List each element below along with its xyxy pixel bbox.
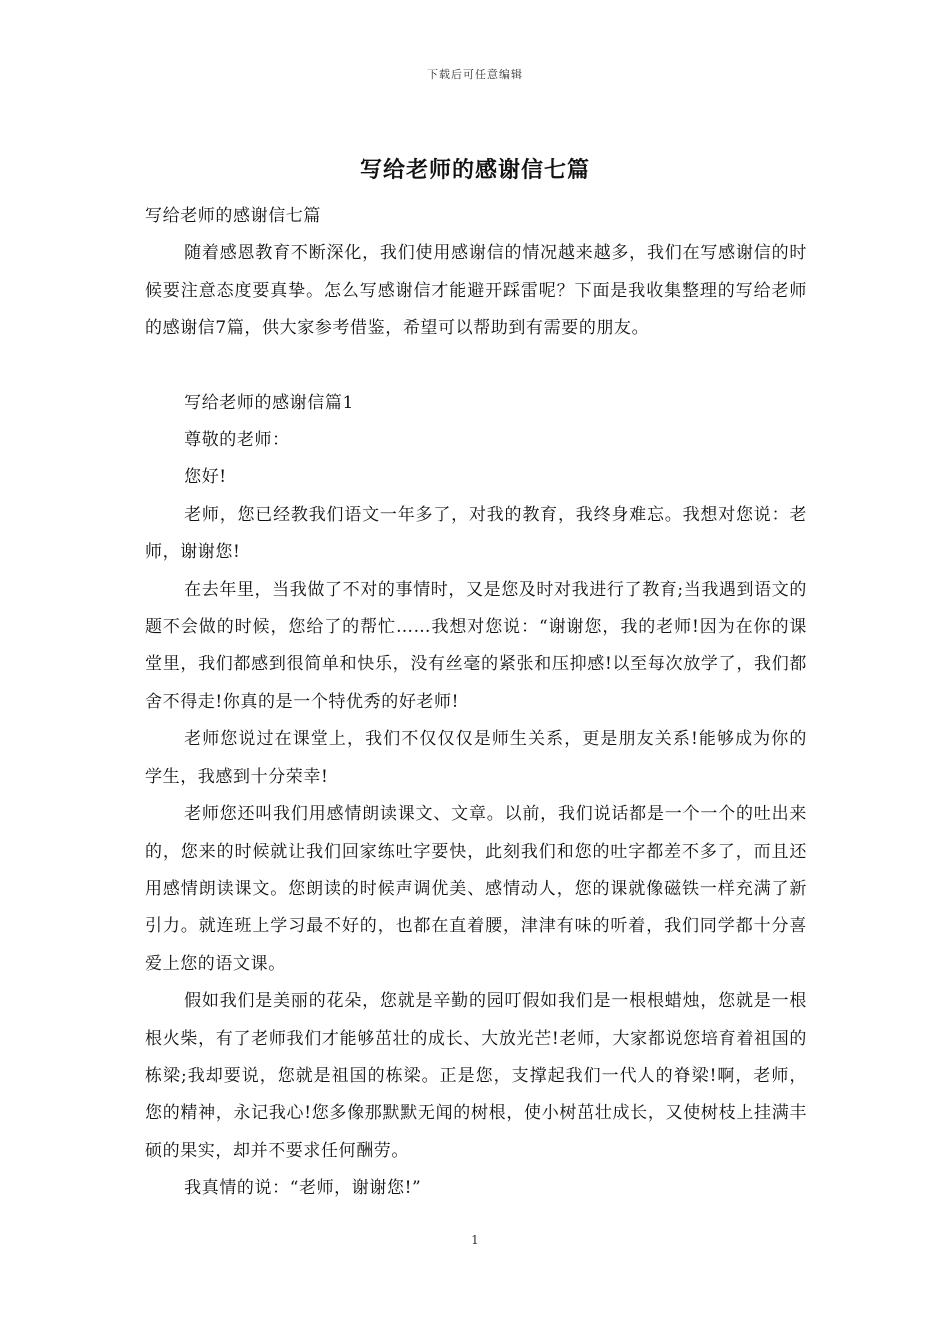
page-header-note: 下载后可任意编辑 <box>427 68 523 81</box>
intro-paragraph: 随着感恩教育不断深化，我们使用感谢信的情况越来越多，我们在写感谢信的时候要注意态度要真挚。怎么写感谢信才能避开踩雷呢？下面是我收集整理的写给老师的感谢信7篇，供大家参考借鉴，希望可以帮助到有需要的朋友。 <box>145 243 807 339</box>
letter-paragraph: 老师您还叫我们用感情朗读课文、文章。以前，我们说话都是一个一个的吐出来的，您来的时候就让我们回家练吐字要快，此刻我们和您的吐字都差不多了，而且还用感情朗读课文。您朗读的时候声调优美、感情动人，您的课就像磁铁一样充满了新引力。就连班上学习最不好的，也都在直着腰，津津有味的听着，我们同学都十分喜爱上您的语文课。 <box>145 804 807 974</box>
page-number: 1 <box>471 1233 479 1247</box>
document-body <box>145 198 807 1208</box>
letter-heading: 写给老师的感谢信篇1 <box>184 392 354 413</box>
letter-paragraph: 我真情的说：“老师，谢谢您!” <box>184 1178 422 1199</box>
letter-paragraph: 在去年里，当我做了不对的事情时，又是您及时对我进行了教育;当我遇到语文的题不会做的时候，您给了的帮忙……我想对您说：“谢谢您，我的老师!因为在你的课堂里，我们都感到很简单和快乐，没有丝毫的紧张和压抑感!以至每次放学了，我们都舍不得走!你真的是一个特优秀的好老师! <box>145 579 807 712</box>
letter-paragraph: 老师，您已经教我们语文一年多了，对我的教育，我终身难忘。我想对您说：老师，谢谢您! <box>145 504 807 563</box>
intro-subtitle: 写给老师的感谢信七篇 <box>145 206 321 226</box>
letter-paragraph: 假如我们是美丽的花朵，您就是辛勤的园叮假如我们是一根根蜡烛，您就是一根根火柴，有了老师我们才能够茁壮的成长、大放光芒!老师，大家都说您培育着祖国的栋梁;我却要说，您就是祖国的栋梁。正是您，支撑起我们一代人的脊梁!啊，老师，您的精神，永记我心!您多像那默默无闻的树根，使小树茁壮成长，又使树枝上挂满丰硕的果实，却并不要求任何酬劳。 <box>145 991 807 1161</box>
letter-salutation: 尊敬的老师： <box>184 430 290 451</box>
document-title: 写给老师的感谢信七篇 <box>359 157 590 183</box>
letter-paragraph: 老师您说过在课堂上，我们不仅仅仅是师生关系，更是朋友关系!能够成为你的学生，我感到十分荣幸! <box>145 729 807 787</box>
letter-greeting: 您好! <box>184 467 227 488</box>
